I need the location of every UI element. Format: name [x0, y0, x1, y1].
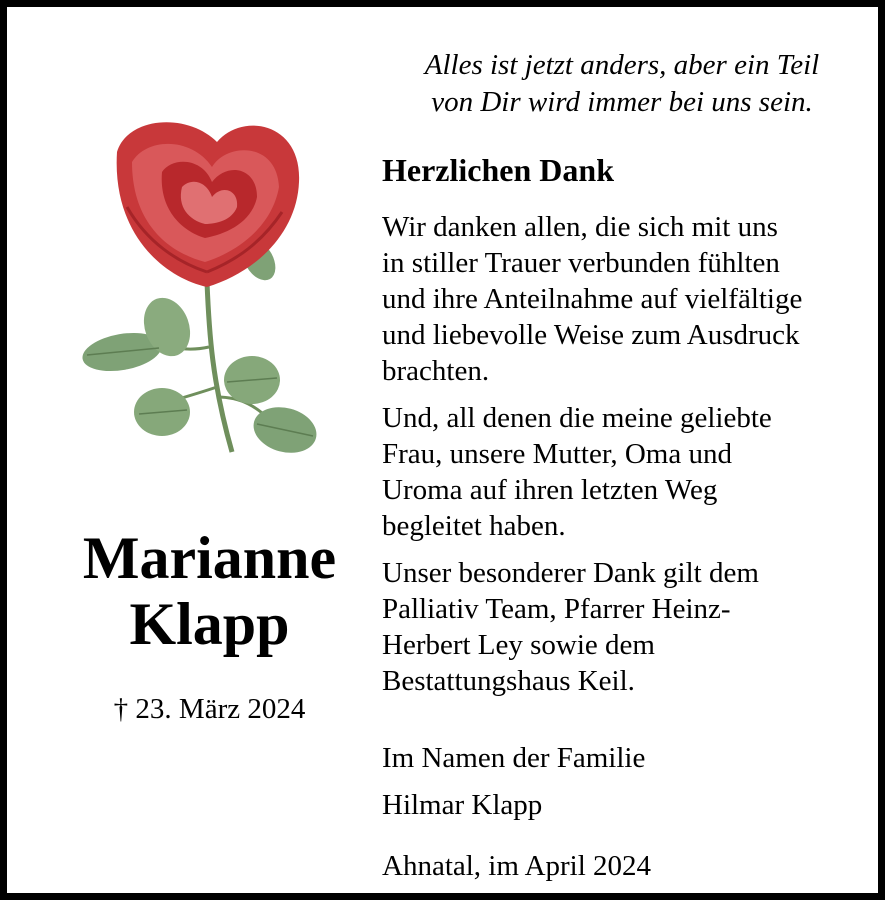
rose-icon [67, 112, 327, 462]
deceased-first-name: Marianne [82, 525, 337, 591]
text-line: Palliativ Team, Pfarrer Heinz- [382, 593, 731, 625]
text-line: Und, all denen die meine geliebte [382, 402, 772, 434]
text-line: Wir danken allen, die sich mit uns [382, 211, 778, 243]
text-line: und liebevolle Weise zum Ausdruck [382, 319, 800, 351]
thanks-paragraph [382, 209, 802, 389]
memorial-quote [367, 47, 877, 121]
text-line: Bestattungshaus Keil. [382, 665, 635, 697]
text-line: in stiller Trauer verbunden fühlten [382, 247, 780, 279]
thanks-paragraph [382, 400, 772, 544]
deceased-last-name: Klapp [129, 591, 290, 657]
text-line: Herbert Ley sowie dem [382, 629, 655, 661]
deceased-name [47, 525, 372, 657]
place-date: Ahnatal, im April 2024 [382, 850, 652, 882]
family-line: Im Namen der Familie [382, 742, 646, 774]
text-line: brachten. [382, 355, 490, 387]
death-date: † 23. März 2024 [113, 693, 306, 725]
text-line: Unser besonderer Dank gilt dem [382, 557, 759, 589]
thanks-paragraph [382, 555, 759, 699]
signer-name: Hilmar Klapp [382, 789, 543, 821]
text-line: Uroma auf ihren letzten Weg [382, 474, 718, 506]
thanks-heading: Herzlichen Dank [382, 152, 614, 188]
text-line: und ihre Anteilnahme auf vielfältige [382, 283, 803, 315]
text-line: begleitet haben. [382, 510, 566, 542]
quote-line: von Dir wird immer bei uns sein. [431, 86, 813, 118]
quote-line: Alles ist jetzt anders, aber ein Teil [424, 49, 820, 81]
text-line: Frau, unsere Mutter, Oma und [382, 438, 732, 470]
